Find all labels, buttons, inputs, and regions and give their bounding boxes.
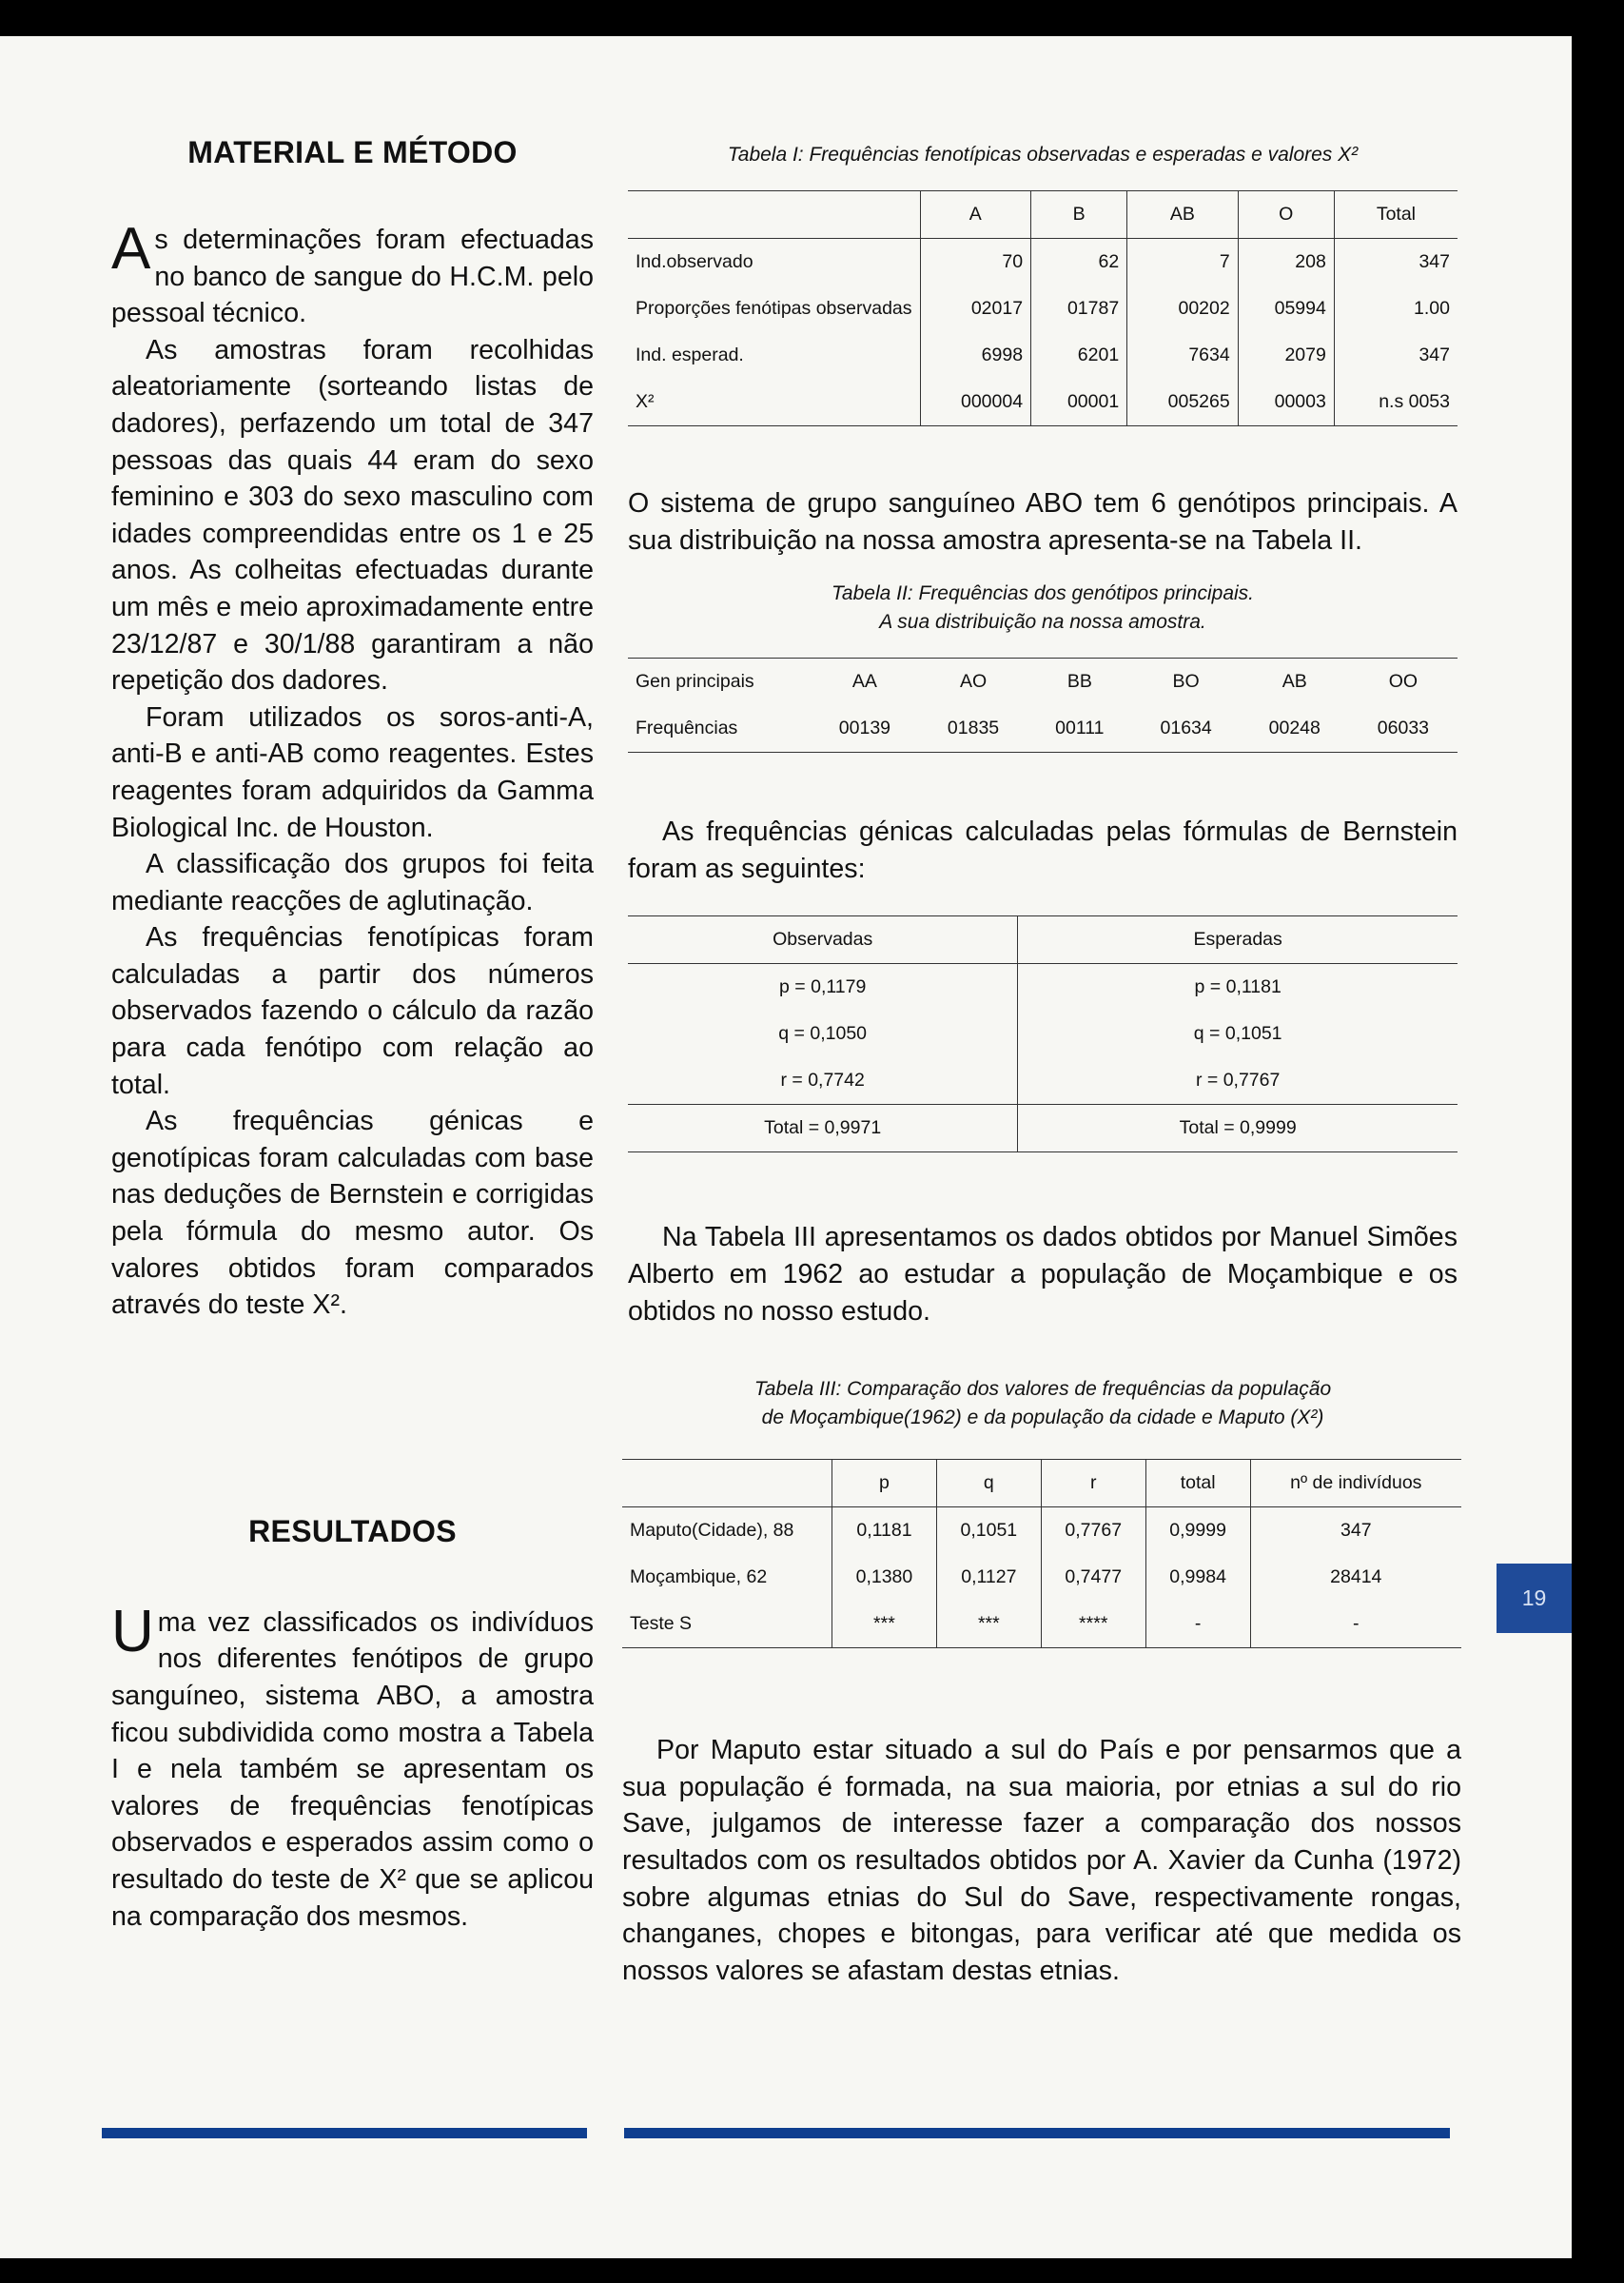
- paragraph-table3-intro: Na Tabela III apresentamos os dados obtidos por Manuel Simões Alberto em 1962 ao estudar a população de Moçambique e os obtidos no nosso estudo.: [628, 1222, 1458, 1327]
- table-row: Ind.observado 70 62 7 208 347: [628, 239, 1458, 286]
- table-row: r = 0,7742 r = 0,7767: [628, 1057, 1458, 1105]
- paragraph-maputo: Por Maputo estar situado a sul do País e por pensarmos que a sua população é formada, na sua maioria, por etnias a sul do rio Save, julgamos de interesse fazer a comparação dos nossos resultados com os resultados obtidos por A. Xavier da Cunha (1972) sobre algumas etnias do Sul do Save, respectivamente rongas, changanes, chopes e bitongas, para verificar até que medida os nossos valores se afastam destas etnias.: [622, 1735, 1461, 1986]
- method-paragraph-5: As frequências fenotípicas foram calculadas a partir dos números observados fazendo o cálculo da razão para cada fenótipo com relação ao total.: [111, 922, 594, 1100]
- table-row: Frequências 00139 01835 00111 01634 00248 06033: [628, 705, 1458, 753]
- paragraph-bernstein: As frequências génicas calculadas pelas fórmulas de Bernstein foram as seguintes:: [628, 817, 1458, 884]
- table-row: q = 0,1050 q = 0,1051: [628, 1011, 1458, 1057]
- table-row: X² 000004 00001 005265 00003 n.s 0053: [628, 379, 1458, 426]
- table-row: p = 0,1179 p = 0,1181: [628, 964, 1458, 1012]
- method-text: [111, 216, 594, 1324]
- method-paragraph-6: As frequências génicas e genotípicas foram calculadas com base nas deduções de Bernstein e corrigidas pela fórmula do mesmo autor. Os valores obtidos foram comparados através do teste X².: [111, 1106, 594, 1321]
- table3-header-row: p q r total nº de indivíduos: [622, 1460, 1461, 1507]
- dropcap-u: U: [111, 1598, 154, 1664]
- method-paragraph-4: A classificação dos grupos foi feita mediante reacções de aglutinação.: [111, 849, 594, 916]
- footer-rule-left: [102, 2128, 587, 2138]
- table-row: Moçambique, 62 0,1380 0,1127 0,7477 0,9984 28414: [622, 1554, 1461, 1601]
- dropcap-a: A: [111, 216, 151, 282]
- table1-header-row: A B AB O Total: [628, 191, 1458, 239]
- footer-rule-right: [624, 2128, 1450, 2138]
- method-paragraph-3: Foram utilizados os soros-anti-A, anti-B e anti-AB como reagentes. Estes reagentes foram adquiridos da Gamma Biological Inc. de Houston.: [111, 701, 594, 843]
- table-row: Total = 0,9971 Total = 0,9999: [628, 1105, 1458, 1152]
- table2-caption: Tabela II: Frequências dos genótipos principais. A sua distribuição na nossa amostra.: [832, 582, 1254, 634]
- right-column: [622, 97, 1461, 1989]
- table3-caption: Tabela III: Comparação dos valores de frequências da população de Moçambique(1962) e da população da cidade e Maputo (X²): [753, 1378, 1332, 1429]
- table2-header-row: Gen principais AA AO BB BO AB OO: [628, 659, 1458, 706]
- table-row: Proporções fenótipas observadas 02017 01787 00202 05994 1.00: [628, 285, 1458, 332]
- table-gene-frequencies: [628, 915, 1458, 1152]
- table1-caption: Tabela I: Frequências fenotípicas observadas e esperadas e valores X²: [727, 144, 1359, 166]
- table3: [622, 1459, 1461, 1648]
- table-row: Ind. esperad. 6998 6201 7634 2079 347: [628, 332, 1458, 379]
- left-column: [111, 97, 594, 1935]
- results-text: [111, 1598, 594, 1935]
- paragraph-genotypes: O sistema de grupo sanguíneo ABO tem 6 genótipos principais. A sua distribuição na nossa amostra apresenta-se na Tabela II.: [628, 488, 1458, 556]
- page-number-tab: 19: [1497, 1564, 1572, 1633]
- method-paragraph-2: As amostras foram recolhidas aleatoriamente (sorteando listas de dadores), perfazendo um total de 347 pessoas das quais 44 eram do sexo feminino e 303 do sexo masculino com idades compreendidas entre os 1 e 25 anos. As colheitas efectuadas durante um mês e meio aproximadamente entre 23/12/87 e 30/1/88 garantiram a não repetição dos dadores.: [111, 334, 594, 697]
- heading-material-method: MATERIAL E MÉTODO: [187, 135, 518, 169]
- table1: [628, 190, 1458, 426]
- table-row: Teste S *** *** **** - -: [622, 1601, 1461, 1648]
- method-paragraph-1: As determinações foram efectuadas no banco de sangue do H.C.M. pelo pessoal técnico.: [111, 216, 594, 329]
- table2: [628, 658, 1458, 753]
- table-row: Maputo(Cidade), 88 0,1181 0,1051 0,7767 0,9999 347: [622, 1507, 1461, 1555]
- heading-results: RESULTADOS: [248, 1513, 457, 1548]
- results-paragraph-1: Uma vez classificados os indivíduos nos diferentes fenótipos de grupo sanguíneo, sistema ABO, a amostra ficou subdividida como mostra a Tabela I e nela também se apresentam os valores de frequências fenotípicas observados e esperados assim como o resultado do teste de X² que se aplicou na comparação dos mesmos.: [111, 1598, 594, 1932]
- table-gene-header-row: Observadas Esperadas: [628, 916, 1458, 964]
